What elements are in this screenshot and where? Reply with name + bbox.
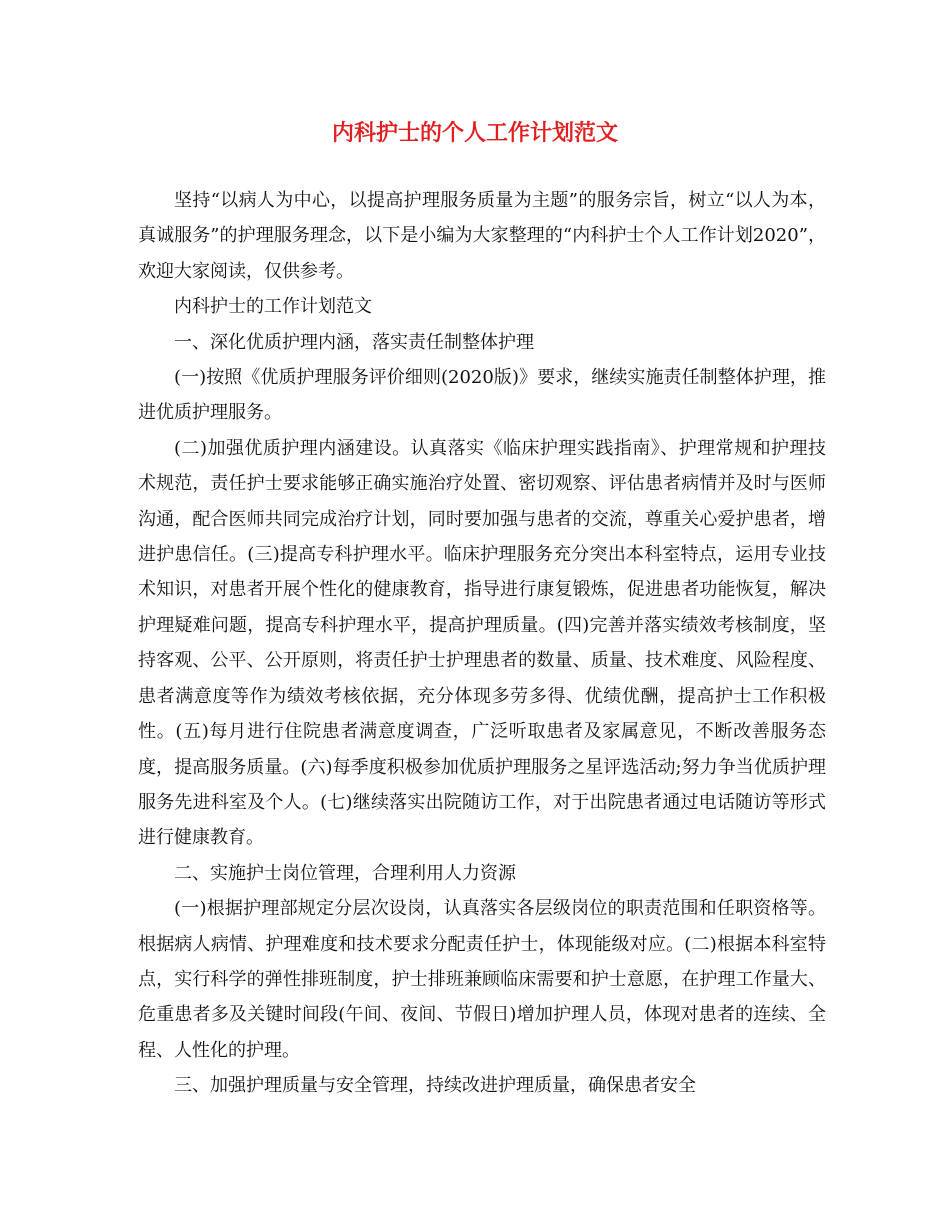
subtitle-paragraph: 内科护士的工作计划范文 [174,296,372,318]
section-heading-1: 一、深化优质护理内涵，落实责任制整体护理 [174,331,534,353]
document-title: 内科护士的个人工作计划范文 [331,120,618,146]
section-1-item-2: (二)加强优质护理内涵建设。认真落实《临床护理实践指南》、护理常规和护理技术规范，责任护士要求能够正确实施治疗处置、密切观察、评估患者病情并及时与医师沟通，配合医师共同完成治疗计划，同时要加强与患者的交流，尊重关心爱护患者，增进护患信任。(三)提高专科护理水平。临床护理服务充分突出本科室特点，运用专业技术知识，对患者开展个性化的健康教育，指导进行康复锻炼，促进患者功能恢复，解决护理疑难问题，提高专科护理水平，提高护理质量。(四)完善并落实绩效考核制度，坚持客观、公平、公开原则，将责任护士护理患者的数量、质量、技术难度、风险程度、患者满意度等作为绩效考核依据，充分体现多劳多得、优绩优酬，提高护士工作积极性。(五)每月进行住院患者满意度调查，广泛听取患者及家属意见，不断改善服务态度，提高服务质量。(六)每季度积极参加优质护理服务之星评选活动;努力争当优质护理服务先进科室及个人。(七)继续落实出院随访工作，对于出院患者通过电话随访等形式进行健康教育。 [138,437,826,849]
section-1-item-1: (一)按照《优质护理服务评价细则(2020版)》要求，继续实施责任制整体护理，推进优质护理服务。 [138,367,826,424]
document-body [138,183,826,1104]
section-2-item-1: (一)根据护理部规定分层次设岗，认真落实各层级岗位的职责范围和任职资格等。根据病人病情、护理难度和技术要求分配责任护士，体现能级对应。(二)根据本科室特点，实行科学的弹性排班制度，护士排班兼顾临床需要和护士意愿，在护理工作量大、危重患者多及关键时间段(午间、夜间、节假日)增加护理人员，体现对患者的连续、全程、人性化的护理。 [138,898,826,1061]
section-heading-3: 三、加强护理质量与安全管理，持续改进护理质量，确保患者安全 [174,1075,696,1097]
section-heading-2: 二、实施护士岗位管理，合理利用人力资源 [174,862,516,884]
intro-paragraph: 坚持“以病人为中心，以提高护理服务质量为主题”的服务宗旨，树立“以人为本，真诚服务”的护理服务理念，以下是小编为大家整理的“内科护士个人工作计划2020”，欢迎大家阅读，仅供参考。 [138,190,826,282]
